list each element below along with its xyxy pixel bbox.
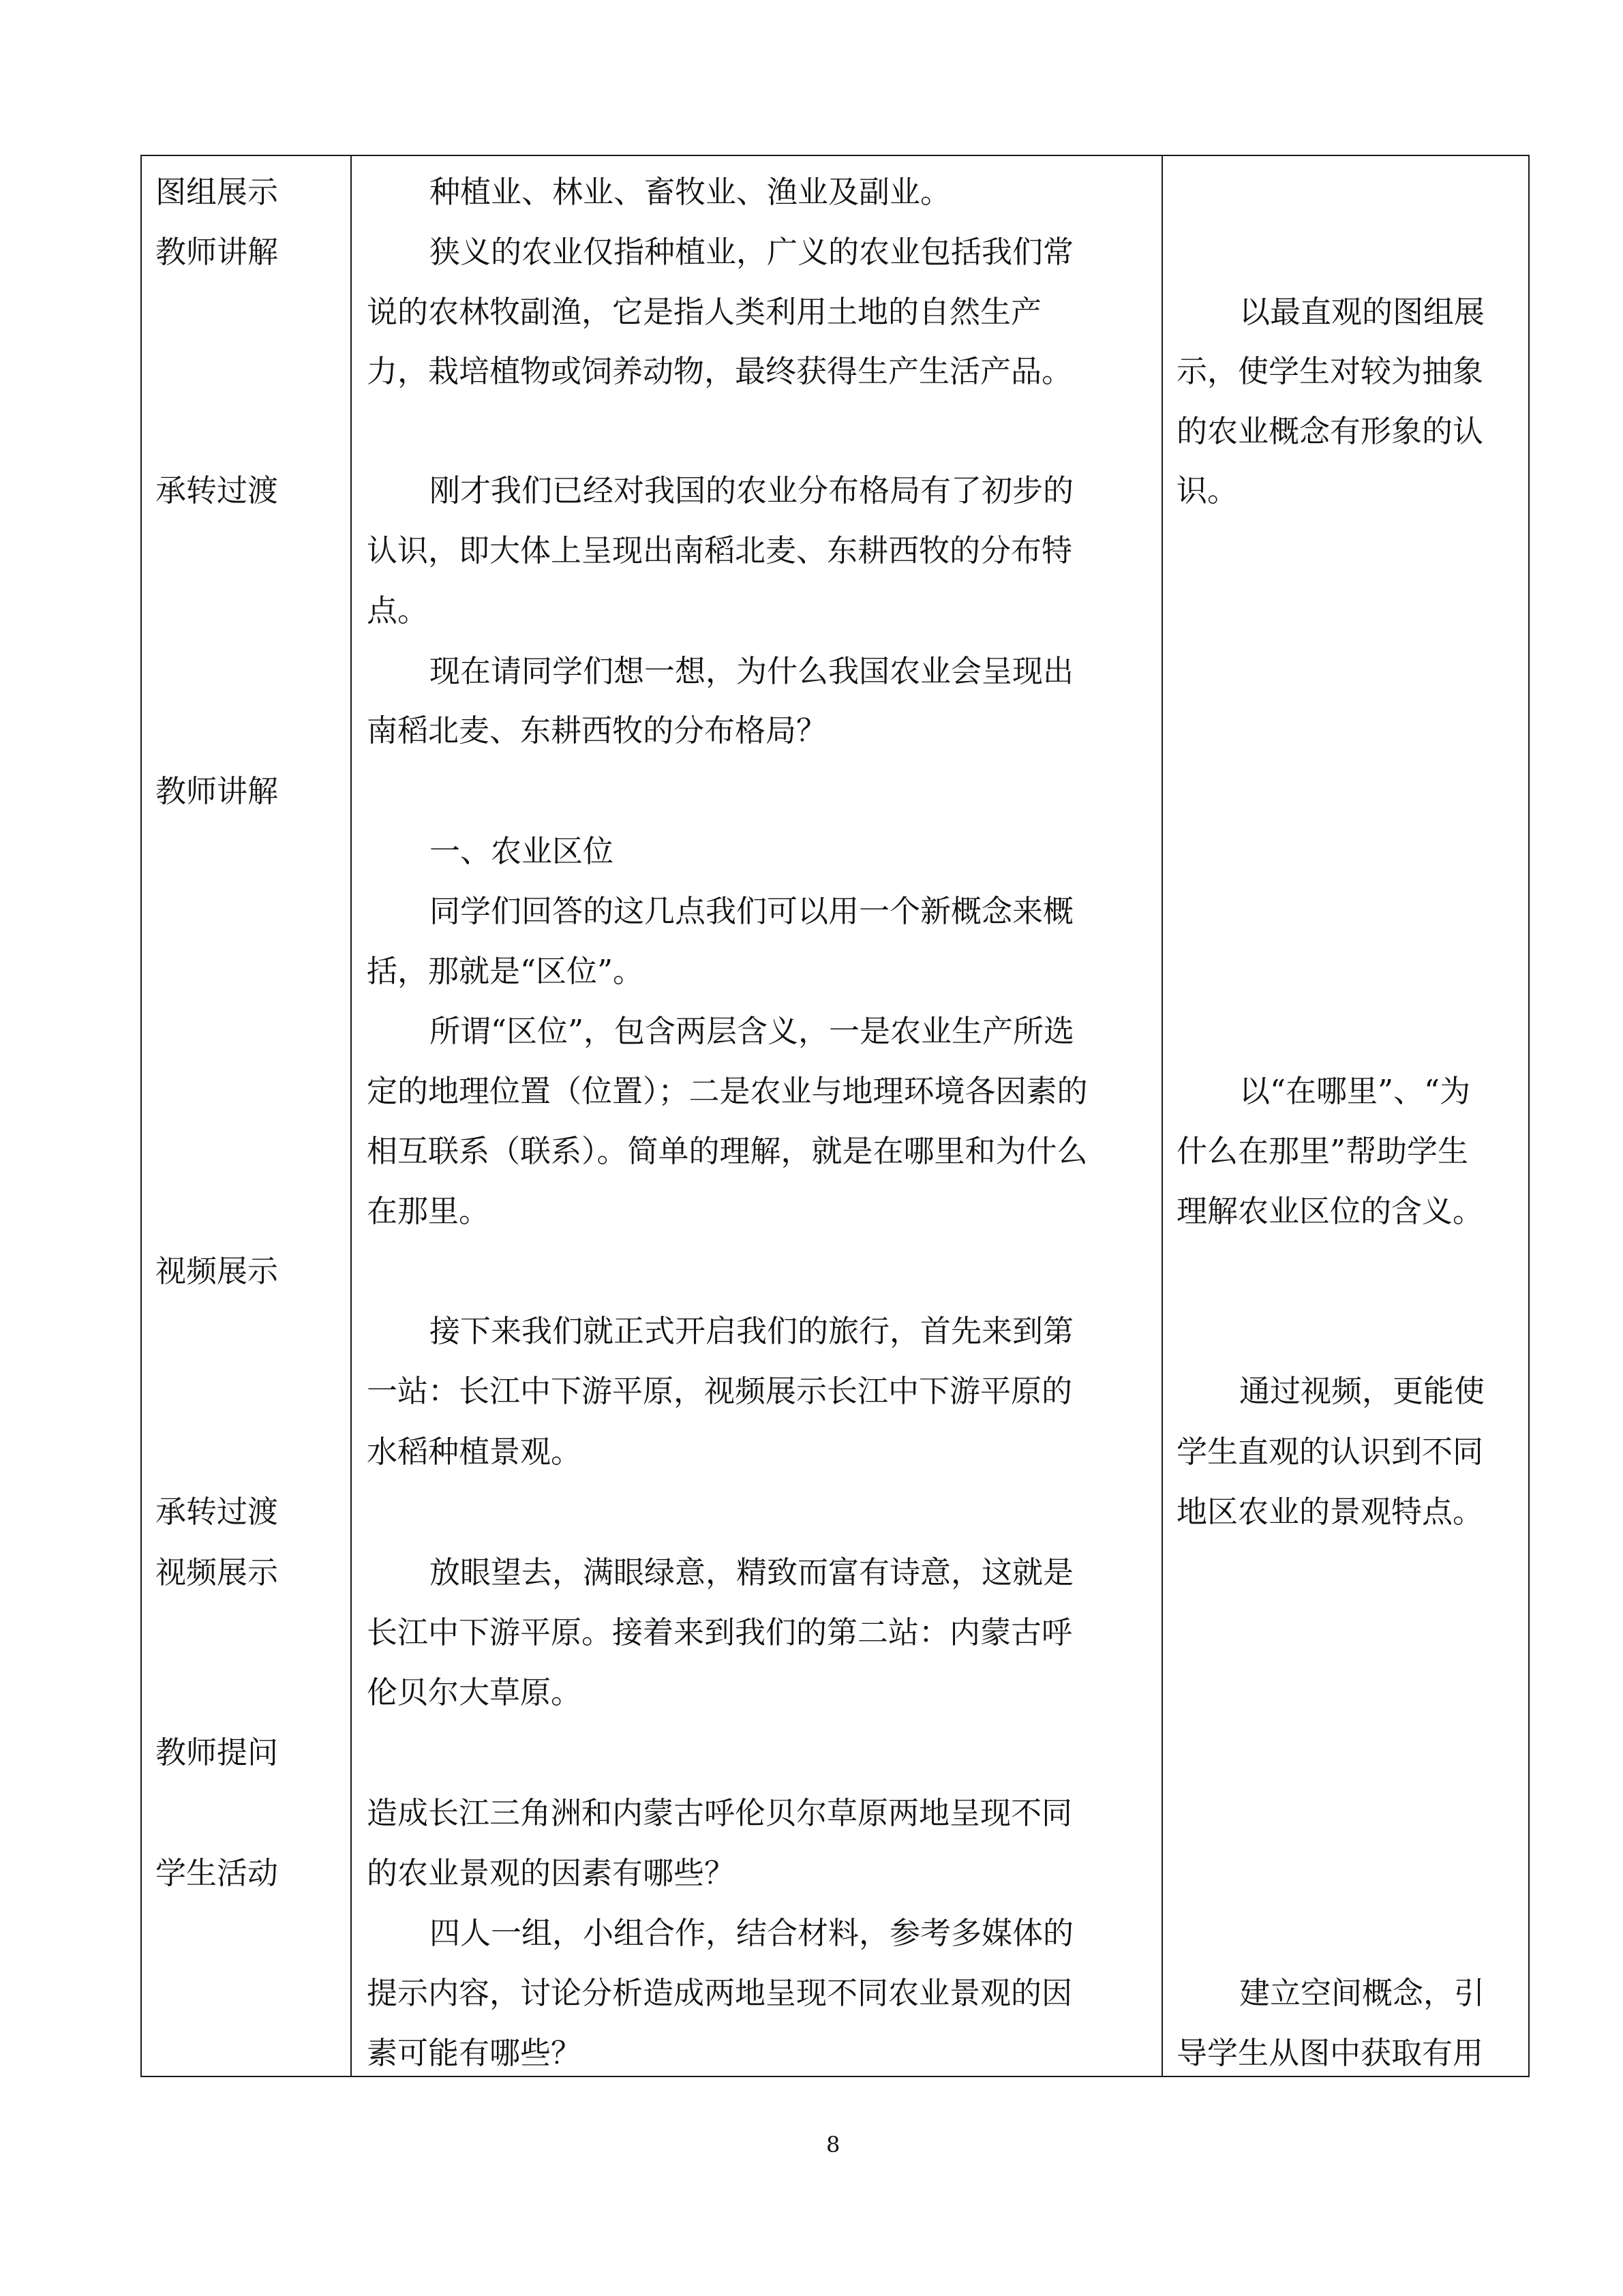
content-line: 南稻北麦、东耕西牧的分布格局？ (367, 712, 828, 749)
intent-line: 通过视频，更能使 (1239, 1373, 1485, 1409)
content-line: 在那里。 (367, 1193, 490, 1229)
content-line: 四人一组，小组合作，结合材料，参考多媒体的 (429, 1915, 1074, 1951)
intent-line: 什么在那里”帮助学生 (1177, 1133, 1469, 1169)
intent-line: 理解农业区位的含义。 (1177, 1193, 1484, 1229)
intent-line: 以“在哪里”、“为 (1239, 1073, 1471, 1109)
intent-line: 示，使学生对较为抽象 (1177, 353, 1484, 389)
content-line: 点。 (367, 592, 429, 629)
section-heading: 一、农业区位 (429, 833, 614, 869)
content-line: 接下来我们就正式开启我们的旅行，首先来到第 (429, 1313, 1074, 1349)
content-line: 提示内容，讨论分析造成两地呈现不同农业景观的因 (367, 1975, 1073, 2011)
stage-label: 承转过渡 (155, 472, 279, 509)
content-line: 水稻种植景观。 (367, 1434, 582, 1470)
content-line: 定的地理位置（位置）；二是农业与地理环境各因素的 (367, 1073, 1088, 1109)
content-line: 伦贝尔大草原。 (367, 1674, 582, 1710)
intent-line: 建立空间概念，引 (1239, 1975, 1485, 2011)
page-number: 8 (826, 2132, 840, 2158)
stage-label: 视频展示 (155, 1253, 279, 1289)
content-line: 狭义的农业仅指种植业，广义的农业包括我们常 (429, 234, 1074, 270)
intent-line: 的农业概念有形象的认 (1177, 413, 1484, 449)
content-line: 刚才我们已经对我国的农业分布格局有了初步的 (429, 472, 1074, 509)
content-line: 的农业景观的因素有哪些？ (367, 1855, 735, 1891)
column-divider (350, 156, 352, 2076)
content-line: 同学们回答的这几点我们可以用一个新概念来概 (429, 893, 1074, 929)
stage-label: 教师讲解 (155, 773, 279, 809)
stage-label: 学生活动 (155, 1855, 279, 1891)
stage-label: 承转过渡 (155, 1494, 279, 1530)
content-line: 素可能有哪些？ (367, 2035, 582, 2071)
content-line: 相互联系（联系）。简单的理解，就是在哪里和为什么 (367, 1133, 1088, 1169)
content-line: 一站：长江中下游平原，视频展示长江中下游平原的 (367, 1373, 1073, 1409)
intent-line: 以最直观的图组展 (1239, 294, 1485, 330)
content-line: 认识，即大体上呈现出南稻北麦、东耕西牧的分布特 (367, 532, 1073, 569)
content-line: 放眼望去，满眼绿意，精致而富有诗意，这就是 (429, 1554, 1074, 1590)
content-line: 现在请同学们想一想，为什么我国农业会呈现出 (429, 653, 1074, 689)
content-line: 括，那就是“区位”。 (367, 953, 644, 989)
intent-line: 地区农业的景观特点。 (1177, 1494, 1484, 1530)
stage-label: 图组展示 (155, 174, 279, 210)
column-divider (1162, 156, 1163, 2076)
content-line: 长江中下游平原。接着来到我们的第二站：内蒙古呼 (367, 1614, 1073, 1650)
intent-line: 导学生从图中获取有用 (1177, 2035, 1484, 2071)
stage-label: 教师讲解 (155, 234, 279, 270)
content-line: 说的农林牧副渔，它是指人类利用土地的自然生产 (367, 294, 1042, 330)
intent-line: 识。 (1177, 472, 1239, 509)
content-line: 种植业、林业、畜牧业、渔业及副业。 (429, 174, 952, 210)
content-line: 造成长江三角洲和内蒙古呼伦贝尔草原两地呈现不同 (367, 1795, 1073, 1831)
stage-label: 教师提问 (155, 1734, 279, 1770)
content-line: 力，栽培植物或饲养动物，最终获得生产生活产品。 (367, 353, 1073, 389)
stage-label: 视频展示 (155, 1554, 279, 1590)
content-line: 所谓“区位”，包含两层含义，一是农业生产所选 (429, 1013, 1075, 1049)
intent-line: 学生直观的认识到不同 (1177, 1434, 1484, 1470)
